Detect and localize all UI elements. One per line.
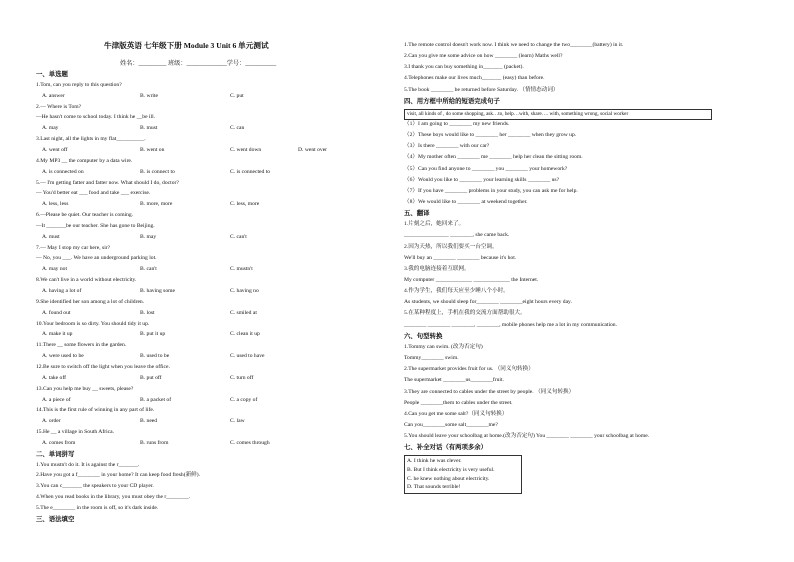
question-line: 3.我的电脑连接着互联网。 — [404, 265, 470, 272]
answer-option: C. smiled at — [230, 309, 257, 316]
answer-option: A. having a lot of — [42, 288, 82, 294]
question-line: 4.Telephones make our lives much_______ (easy) than before. — [404, 75, 545, 82]
answer-option: C. went down — [230, 146, 262, 153]
question-line: 5.The e________ in the room is off, so it's dark inside. — [36, 505, 159, 511]
answer-option: C. clean it up — [230, 331, 260, 338]
question-line: 5.在某种程度上，手机在我的交流方面帮助很大。 — [404, 310, 526, 317]
answer-option: B. put off — [140, 374, 162, 381]
question-line: 2.The supermarket provides fruit for us. （同义句转换） — [404, 366, 534, 373]
answer-option: B. lost — [140, 309, 155, 316]
answer-option: B. write — [140, 92, 159, 99]
answer-option: B. may — [140, 233, 157, 240]
question-line: 2.因为天热，所以我们要买一台空调。 — [404, 243, 498, 250]
answer-option: C. mustn't — [230, 266, 253, 273]
question-line: 1.Tom, can you reply to this question? — [36, 81, 122, 88]
section-heading: 三、语法填空 — [36, 514, 75, 523]
question-line: 11.There __ some flowers in the garden. — [36, 342, 127, 349]
answer-option: A. comes from — [42, 439, 76, 446]
question-line: （3）Is there ________ with our car? — [404, 143, 490, 150]
question-line: （6）Would you like to ________ your learning skills ________ us? — [404, 176, 560, 183]
section-heading: 七、补全对话（有两项多余） — [404, 443, 488, 452]
question-line: （4）My mother often ________ me ________ help her clean the sitting room. — [404, 154, 583, 161]
question-line: （1）I am going to ________ my new friends. — [404, 120, 510, 127]
question-line: 8.We can't live in a world without electricity. — [36, 277, 137, 284]
answer-option: A. may — [42, 125, 59, 132]
question-line: 3.I thank you can buy something in_______ (packet). — [404, 64, 524, 71]
question-line: （5）Can you find anyone to ________ you ________ your homework? — [404, 165, 568, 172]
question-line: 13.Can you help me buy __ sweets, please? — [36, 385, 134, 392]
question-line: 2.— Where is Tom? — [36, 103, 82, 110]
question-line: 1.Tommy can swim. (改为否定句) — [404, 343, 483, 350]
question-line: 1.The remote control doesn't work now. I think we need to change the two________(battery) in it. — [404, 42, 624, 48]
answer-option: C. put — [230, 92, 244, 99]
question-line: 5.The book ________ be returned before Saturday. （情情态动词） — [404, 86, 559, 93]
answer-option: A. were used to be — [42, 353, 84, 360]
answer-option: B. must — [140, 125, 158, 132]
dialogue-options-box — [404, 455, 522, 493]
dialogue-option: D. That sounds terrible! — [407, 484, 461, 491]
question-line: 1.You mustn't do it. It is against the r_______. — [36, 461, 140, 468]
answer-option: A. make it up — [42, 331, 73, 338]
question-line: 15.He __ a village in South Africa. — [36, 429, 114, 436]
question-line: 1.片刻之后，她回来了。 — [404, 221, 465, 228]
answer-option: A. must — [42, 233, 60, 240]
answer-option: C. can — [230, 125, 245, 132]
question-line: 7.— May I stop my car here, sir? — [36, 244, 111, 251]
question-line: 4.My MP3 __ the computer by a data wire. — [36, 157, 133, 164]
answer-option: C. is connected to — [230, 168, 271, 175]
section-heading: 五、翻译 — [404, 209, 430, 218]
question-line: （8）We would like to ________ at weekend together. — [404, 198, 528, 205]
question-line: 14.This is the first rule of winning in any part of life. — [36, 407, 155, 414]
answer-option: C. comes through — [230, 439, 270, 446]
question-line: （2）These boys would like to ________ her ________ when they grow up. — [404, 132, 577, 139]
question-line: 4.Can you get me some salt?（同义句转换） — [404, 410, 508, 417]
question-line: People ________them to cables under the street. — [404, 399, 513, 406]
question-line: We'll buy an ________ ________ because it's hot. — [404, 254, 517, 261]
answer-option: A. a piece of — [42, 396, 71, 403]
dialogue-option: B. But I think electricity is very useful. — [407, 466, 495, 473]
question-line: The supermarket ________us________fruit. — [404, 377, 504, 384]
answer-option: C. turn off — [230, 374, 254, 381]
question-line: 3.They are connected to cables under the street by people. （同义句转换） — [404, 388, 575, 395]
question-line: 4.When you read books in the library, you must obey the r________. — [36, 494, 191, 501]
answer-option: D. went over — [298, 146, 328, 153]
answer-option: A. less, less — [42, 201, 69, 208]
section-heading: 一、单选题 — [36, 70, 68, 78]
question-line: （7）If you have ________ problems in your study, you can ask me for help. — [404, 187, 578, 194]
answer-option: B. can't — [140, 266, 157, 273]
question-line: — No, you ___. We have an underground parking lot. — [36, 255, 157, 262]
answer-option: B. runs from — [140, 439, 169, 446]
question-line: 5.You should leave your schoolbag at home.(改为否定句) You ________ ________ your schoolbag at home. — [404, 433, 650, 440]
answer-option: C. having no — [230, 288, 259, 294]
answer-option: B. a packet of — [140, 396, 172, 403]
answer-option: B. is connect to — [140, 168, 175, 175]
page-title: 牛津版英语 七年级下册 Module 3 Unit 6 单元测试 — [104, 41, 269, 50]
question-line: 3.You can c_______ the speakers to your CD player. — [36, 483, 154, 490]
question-line: 6.—Please be quiet. Our teacher is coming. — [36, 212, 134, 219]
question-line: —He hasn't come to school today. I think he __be ill. — [36, 114, 156, 121]
question-line: My computer _____________ _____________ the Internet. — [404, 277, 539, 283]
dialogue-option: A. I think he was clever. — [407, 458, 462, 465]
question-line: —It _______be our teacher. She has gone to Beijing. — [36, 222, 155, 229]
question-line: ________________ ________, she came back. — [404, 232, 510, 239]
question-line: Can you________some salt________me? — [404, 421, 498, 428]
question-line: 9.She identified her son among a lot of children. — [36, 298, 145, 305]
answer-option: C. can't — [230, 233, 247, 240]
question-line: 4.作为学生，我们每天应至少睡八个小时。 — [404, 288, 509, 295]
student-info-line: 姓名：_________ 班级：_____________学号：__________ — [120, 60, 277, 67]
answer-option: A. order — [42, 418, 61, 425]
section-heading: 四、用方框中所给的短语完成句子 — [404, 96, 500, 105]
answer-option: B. used to be — [140, 353, 170, 360]
answer-option: A. may not — [42, 266, 68, 273]
question-line: 2.Can you give me some advice on how ________ (learn) Maths well? — [404, 53, 563, 60]
answer-option: B. having some — [140, 288, 175, 294]
question-line: Tommy________ swim. — [404, 355, 459, 362]
answer-option: C. law — [230, 418, 245, 425]
question-line: 2.Have you got a f________ in your home? It can keep food fresh(新鲜). — [36, 472, 201, 479]
answer-option: C. a copy of — [230, 396, 258, 403]
question-line: 3.Last night, all the lights in my flat__________. — [36, 136, 146, 143]
phrase-list: visit, all kinds of , do some shopping, ask…to, help…with, share…. with, something wrong, social worker — [407, 110, 629, 117]
answer-option: A. is connected on — [42, 168, 84, 175]
answer-option: B. need — [140, 418, 158, 425]
question-line: — You'd better eat ___ food and take ___ exercise. — [36, 190, 151, 197]
answer-option: A. take off — [42, 374, 66, 381]
question-line: 10.Your bedroom is so dirty. You should tidy it up. — [36, 320, 150, 327]
answer-option: A. answer — [42, 92, 65, 99]
answer-option: B. went on — [140, 146, 165, 153]
question-line: 5.— I'm getting fatter and fatter now. What should I do, doctor? — [36, 179, 179, 186]
answer-option: C. less, more — [230, 201, 260, 208]
answer-option: C. used to have — [230, 353, 265, 360]
phrase-box — [404, 109, 712, 120]
answer-option: A. went off — [42, 146, 68, 153]
answer-option: A. found out — [42, 309, 71, 316]
dialogue-option: C. he knew nothing about electricity. — [407, 475, 490, 482]
question-line: ________ ________ ________, ________, mobile phones help me a lot in my communication. — [404, 321, 618, 328]
question-line: As students, we should sleep for________ ________eight hours every day. — [404, 299, 572, 306]
section-heading: 二、单词拼写 — [36, 449, 75, 458]
section-heading: 六、句型转换 — [404, 331, 443, 340]
question-line: 12.Be sure to switch off the light when you leave the office. — [36, 363, 170, 370]
answer-option: B. more, more — [140, 201, 173, 208]
answer-option: B. put it up — [140, 331, 166, 338]
